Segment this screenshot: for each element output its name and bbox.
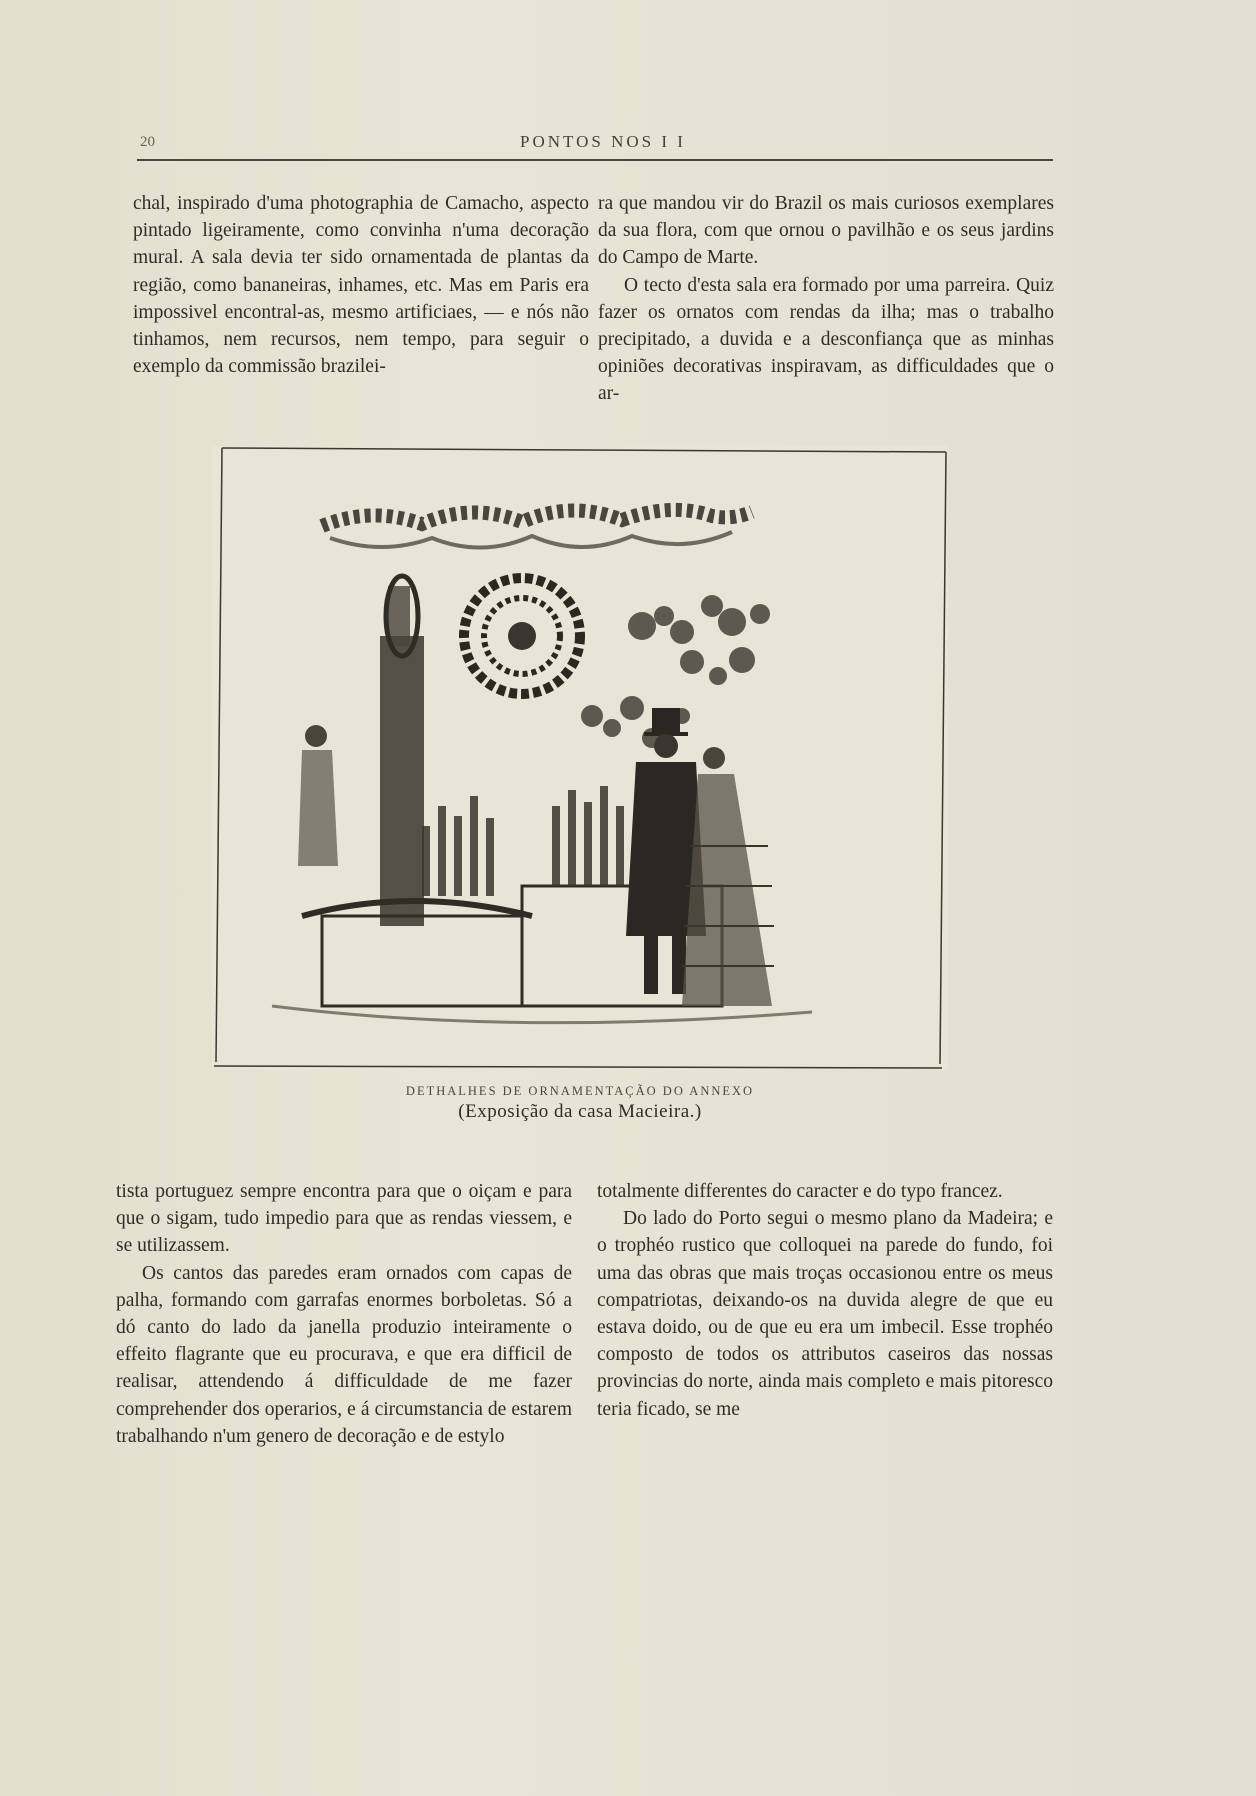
engraving-illustration (212, 446, 948, 1070)
page-number: 20 (140, 134, 155, 150)
paragraph: tista portuguez sempre encontra para que o oiçam e para que o sigam, tudo impedio para que as rendas viessem, e se utilizassem. (116, 1181, 572, 1257)
figure-caption-subtitle: (Exposição da casa Macieira.) (458, 1101, 702, 1122)
paragraph: totalmente differentes do caracter e do typo francez. (597, 1181, 1003, 1202)
bottom-left-column (116, 1178, 572, 1450)
paragraph: Os cantos das paredes eram ornados com capas de palha, formando com garrafas enormes borboletas. Só a dó canto do lado da janella produzio inteiramente o effeito flagrante que eu procurava, e que era difficil de realisar, attendendo á difficuldade de me fazer comprehender dos operarios, e á circumstancia de estarem trabalhando n'um genero de decoração e de estylo (116, 1262, 572, 1447)
top-left-column (133, 190, 589, 380)
running-head (140, 132, 1050, 162)
header-rule (137, 159, 1053, 161)
paragraph: chal, inspirado d'uma photographia de Camacho, aspecto pintado ligeiramente, como convinha n'uma decoração mural. A sala devia ter sido ornamentada de plantas da região, como bananeiras, inhames, etc. Mas em Paris era impossivel encontral-as, mesmo artificiaes, — e nós não tinhamos, nem recursos, nem tempo, para seguir o exemplo da commissão brazilei- (133, 193, 589, 378)
bottom-right-column (597, 1178, 1053, 1423)
running-title: PONTOS NOS I I (520, 132, 686, 151)
paragraph: Do lado do Porto segui o mesmo plano da Madeira; e o trophéo rustico que colloquei na parede do fundo, foi uma das obras que mais troças occasionou entre os meus compatriotas, deixando-os na duvida alegre de que eu estava doido, ou de que eu era um imbecil. Esse trophéo composto de todos os attributos caseiros das nossas provincias do norte, ainda mais completo e mais pitoresco teria ficado, se me (597, 1208, 1053, 1420)
paragraph: O tecto d'esta sala era formado por uma parreira. Quiz fazer os ornatos com rendas da ilha; mas o trabalho precipitado, a duvida e a desconfiança que as minhas opiniões decorativas inspiravam, as difficuldades que o ar- (598, 274, 1054, 405)
paragraph: ra que mandou vir do Brazil os mais curiosos exemplares da sua flora, com que ornou o pavilhão e os seus jardins do Campo de Marte. (598, 193, 1054, 269)
figure-caption-title: DETHALHES DE ORNAMENTAÇÃO DO ANNEXO (405, 1084, 755, 1098)
top-right-column (598, 190, 1054, 408)
